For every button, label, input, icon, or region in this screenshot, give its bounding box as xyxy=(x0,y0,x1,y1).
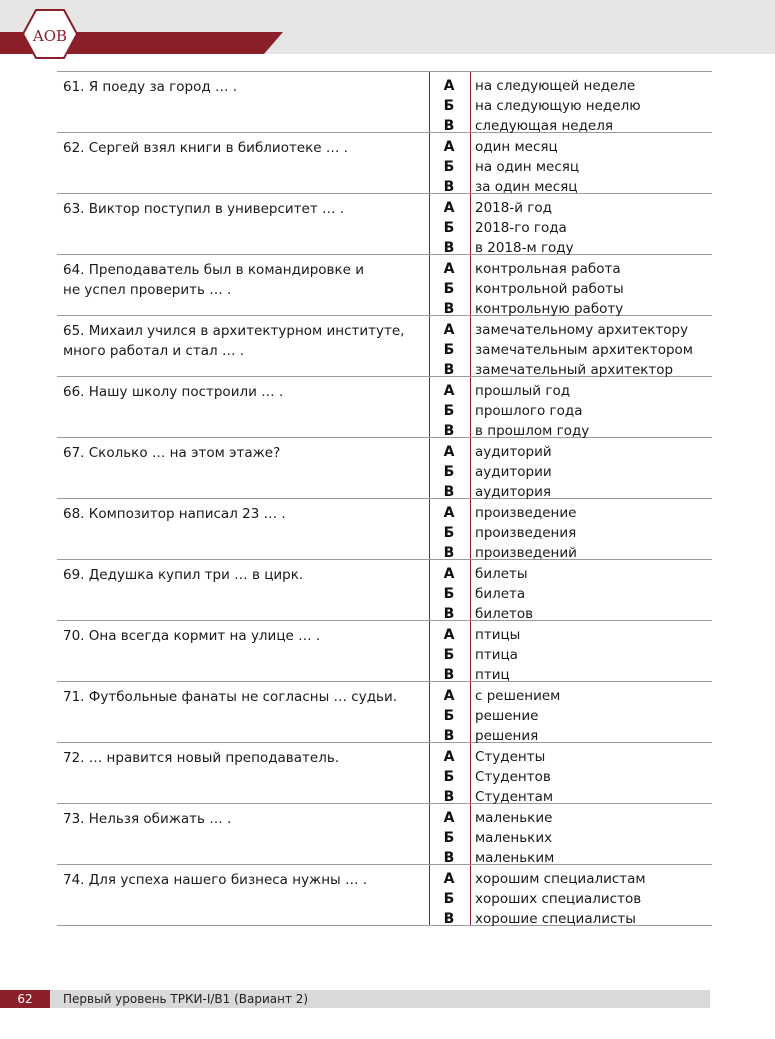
answer-letter: В xyxy=(443,179,455,195)
answer-letter: Б xyxy=(443,281,455,297)
question-text: 63. Виктор поступил в университет … . xyxy=(63,201,345,217)
question-text: 73. Нельзя обижать … . xyxy=(63,811,232,827)
column-divider xyxy=(429,316,430,376)
answer-option: замечательным архитектором xyxy=(475,342,693,358)
column-divider xyxy=(470,865,471,925)
answer-option: хороших специалистов xyxy=(475,891,642,907)
question-text: 70. Она всегда кормит на улице … . xyxy=(63,628,321,644)
answer-letter: Б xyxy=(443,708,455,724)
column-divider xyxy=(470,133,471,193)
answer-letter: В xyxy=(443,728,455,744)
answer-letter: Б xyxy=(443,891,455,907)
answer-option: Студентов xyxy=(475,769,551,785)
question-row xyxy=(57,133,712,194)
answer-letter: А xyxy=(443,200,455,216)
page-footer xyxy=(0,990,710,1008)
answer-letter: А xyxy=(443,261,455,277)
answer-option: на следующей неделе xyxy=(475,78,636,94)
answer-letter: А xyxy=(443,505,455,521)
answer-letter: В xyxy=(443,240,455,256)
column-divider xyxy=(470,377,471,437)
answer-letter: В xyxy=(443,362,455,378)
answer-letters xyxy=(433,625,465,685)
answer-option: билета xyxy=(475,586,526,602)
answer-letter: В xyxy=(443,850,455,866)
answer-letter: В xyxy=(443,606,455,622)
answer-letter: А xyxy=(443,78,455,94)
answer-letter: А xyxy=(443,810,455,826)
answer-letter: А xyxy=(443,322,455,338)
answer-option: птица xyxy=(475,647,518,663)
answer-letter: Б xyxy=(443,342,455,358)
answer-option: птиц xyxy=(475,667,510,683)
question-row xyxy=(57,560,712,621)
answer-letter: В xyxy=(443,301,455,317)
answer-option: произведение xyxy=(475,505,577,521)
answer-option: с решением xyxy=(475,688,561,704)
column-divider xyxy=(429,804,430,864)
question-row xyxy=(57,438,712,499)
question-text: 62. Сергей взял книги в библиотеке … . xyxy=(63,140,348,156)
answer-letter: Б xyxy=(443,403,455,419)
answer-letter: А xyxy=(443,383,455,399)
column-divider xyxy=(470,255,471,315)
column-divider xyxy=(429,72,430,132)
answer-letter: Б xyxy=(443,98,455,114)
answer-option: решения xyxy=(475,728,539,744)
question-row xyxy=(57,316,712,377)
answer-letters xyxy=(433,381,465,441)
column-divider xyxy=(429,682,430,742)
answer-option: аудитории xyxy=(475,464,552,480)
answer-options xyxy=(475,503,712,563)
answer-option: хорошим специалистам xyxy=(475,871,646,887)
column-divider xyxy=(429,377,430,437)
answer-letter: Б xyxy=(443,464,455,480)
answer-option: замечательному архитектору xyxy=(475,322,689,338)
question-row xyxy=(57,865,712,926)
answer-option: аудитория xyxy=(475,484,551,500)
logo-text: AOB xyxy=(32,27,68,45)
answer-options xyxy=(475,198,712,258)
answer-letter: В xyxy=(443,667,455,683)
answer-options xyxy=(475,76,712,136)
answer-letter: В xyxy=(443,423,455,439)
answer-options xyxy=(475,625,712,685)
column-divider xyxy=(470,499,471,559)
answer-options xyxy=(475,564,712,624)
question-text: 69. Дедушка купил три … в цирк. xyxy=(63,567,304,583)
answer-letter: Б xyxy=(443,220,455,236)
answer-option: один месяц xyxy=(475,139,558,155)
column-divider xyxy=(470,682,471,742)
question-row xyxy=(57,743,712,804)
answer-letter: А xyxy=(443,566,455,582)
answer-option: в прошлом году xyxy=(475,423,590,439)
column-divider xyxy=(429,743,430,803)
answer-letter: В xyxy=(443,911,455,927)
answer-option: контрольная работа xyxy=(475,261,621,277)
answer-letters xyxy=(433,76,465,136)
column-divider xyxy=(470,560,471,620)
column-divider xyxy=(429,133,430,193)
column-divider xyxy=(429,438,430,498)
answer-letter: А xyxy=(443,627,455,643)
answer-letters xyxy=(433,564,465,624)
answer-letter: А xyxy=(443,444,455,460)
footer-title: Первый уровень ТРКИ-I/B1 (Вариант 2) xyxy=(63,992,309,1006)
answer-option: прошлого года xyxy=(475,403,583,419)
answer-option: контрольной работы xyxy=(475,281,624,297)
column-divider xyxy=(429,621,430,681)
column-divider xyxy=(429,865,430,925)
header-band xyxy=(0,0,775,54)
column-divider xyxy=(470,743,471,803)
answer-option: 2018-го года xyxy=(475,220,567,236)
answer-option: в 2018-м году xyxy=(475,240,574,256)
answer-letter: В xyxy=(443,484,455,500)
question-row xyxy=(57,499,712,560)
answer-options xyxy=(475,320,712,380)
column-divider xyxy=(470,72,471,132)
answer-letter: Б xyxy=(443,830,455,846)
column-divider xyxy=(429,255,430,315)
answer-option: птицы xyxy=(475,627,521,643)
answer-letter: Б xyxy=(443,769,455,785)
column-divider xyxy=(470,621,471,681)
question-row xyxy=(57,804,712,865)
answer-letters xyxy=(433,198,465,258)
answer-option: произведения xyxy=(475,525,577,541)
answer-option: маленьких xyxy=(475,830,553,846)
answer-option: на следующую неделю xyxy=(475,98,641,114)
page-header xyxy=(0,0,775,54)
answer-letters xyxy=(433,869,465,929)
column-divider xyxy=(429,560,430,620)
answer-letters xyxy=(433,137,465,197)
answer-option: билеты xyxy=(475,566,528,582)
answer-option: контрольную работу xyxy=(475,301,624,317)
column-divider xyxy=(429,499,430,559)
answer-letter: Б xyxy=(443,159,455,175)
question-table xyxy=(57,71,712,926)
question-row xyxy=(57,255,712,316)
question-text: 71. Футбольные фанаты не согласны … судьи. xyxy=(63,689,398,705)
answer-letter: Б xyxy=(443,647,455,663)
answer-options xyxy=(475,442,712,502)
question-text: 66. Нашу школу построили … . xyxy=(63,384,284,400)
answer-option: маленькие xyxy=(475,810,553,826)
question-text: 72. … нравится новый преподаватель. xyxy=(63,750,340,766)
answer-letters xyxy=(433,686,465,746)
answer-options xyxy=(475,686,712,746)
answer-letter: В xyxy=(443,118,455,134)
answer-letter: А xyxy=(443,139,455,155)
question-text: 74. Для успеха нашего бизнеса нужны … . xyxy=(63,872,368,888)
answer-letters xyxy=(433,259,465,319)
answer-options xyxy=(475,381,712,441)
answer-option: маленьким xyxy=(475,850,555,866)
answer-option: аудиторий xyxy=(475,444,552,460)
answer-options xyxy=(475,808,712,868)
answer-letter: В xyxy=(443,789,455,805)
logo-icon xyxy=(22,9,78,63)
answer-letter: А xyxy=(443,871,455,887)
answer-option: 2018-й год xyxy=(475,200,552,216)
answer-letters xyxy=(433,808,465,868)
answer-option: следующая неделя xyxy=(475,118,613,134)
answer-option: замечательный архитектор xyxy=(475,362,674,378)
question-text: 65. Михаил учился в архитектурном институте, много работал и стал … . xyxy=(63,323,405,359)
answer-letter: Б xyxy=(443,525,455,541)
answer-letter: Б xyxy=(443,586,455,602)
answer-letter: А xyxy=(443,688,455,704)
question-row xyxy=(57,194,712,255)
question-row xyxy=(57,72,712,133)
answer-letters xyxy=(433,503,465,563)
column-divider xyxy=(470,194,471,254)
answer-options xyxy=(475,259,712,319)
question-text: 68. Композитор написал 23 … . xyxy=(63,506,286,522)
answer-option: Студенты xyxy=(475,749,546,765)
question-text: 67. Сколько … на этом этаже? xyxy=(63,445,281,461)
answer-option: произведений xyxy=(475,545,577,561)
answer-options xyxy=(475,747,712,807)
answer-options xyxy=(475,137,712,197)
answer-letters xyxy=(433,442,465,502)
answer-option: прошлый год xyxy=(475,383,571,399)
answer-option: Студентам xyxy=(475,789,554,805)
answer-letter: А xyxy=(443,749,455,765)
question-row xyxy=(57,621,712,682)
column-divider xyxy=(470,316,471,376)
column-divider xyxy=(429,194,430,254)
question-text: 61. Я поеду за город … . xyxy=(63,79,238,95)
answer-options xyxy=(475,869,712,929)
page-number: 62 xyxy=(17,992,33,1006)
answer-option: за один месяц xyxy=(475,179,578,195)
answer-letters xyxy=(433,320,465,380)
question-row xyxy=(57,682,712,743)
question-row xyxy=(57,377,712,438)
answer-letter: В xyxy=(443,545,455,561)
answer-option: хорошие специалисты xyxy=(475,911,636,927)
answer-option: на один месяц xyxy=(475,159,580,175)
question-text: 64. Преподаватель был в командировке и не успел проверить … . xyxy=(63,262,365,298)
answer-option: решение xyxy=(475,708,539,724)
column-divider xyxy=(470,438,471,498)
answer-letters xyxy=(433,747,465,807)
answer-option: билетов xyxy=(475,606,534,622)
column-divider xyxy=(470,804,471,864)
